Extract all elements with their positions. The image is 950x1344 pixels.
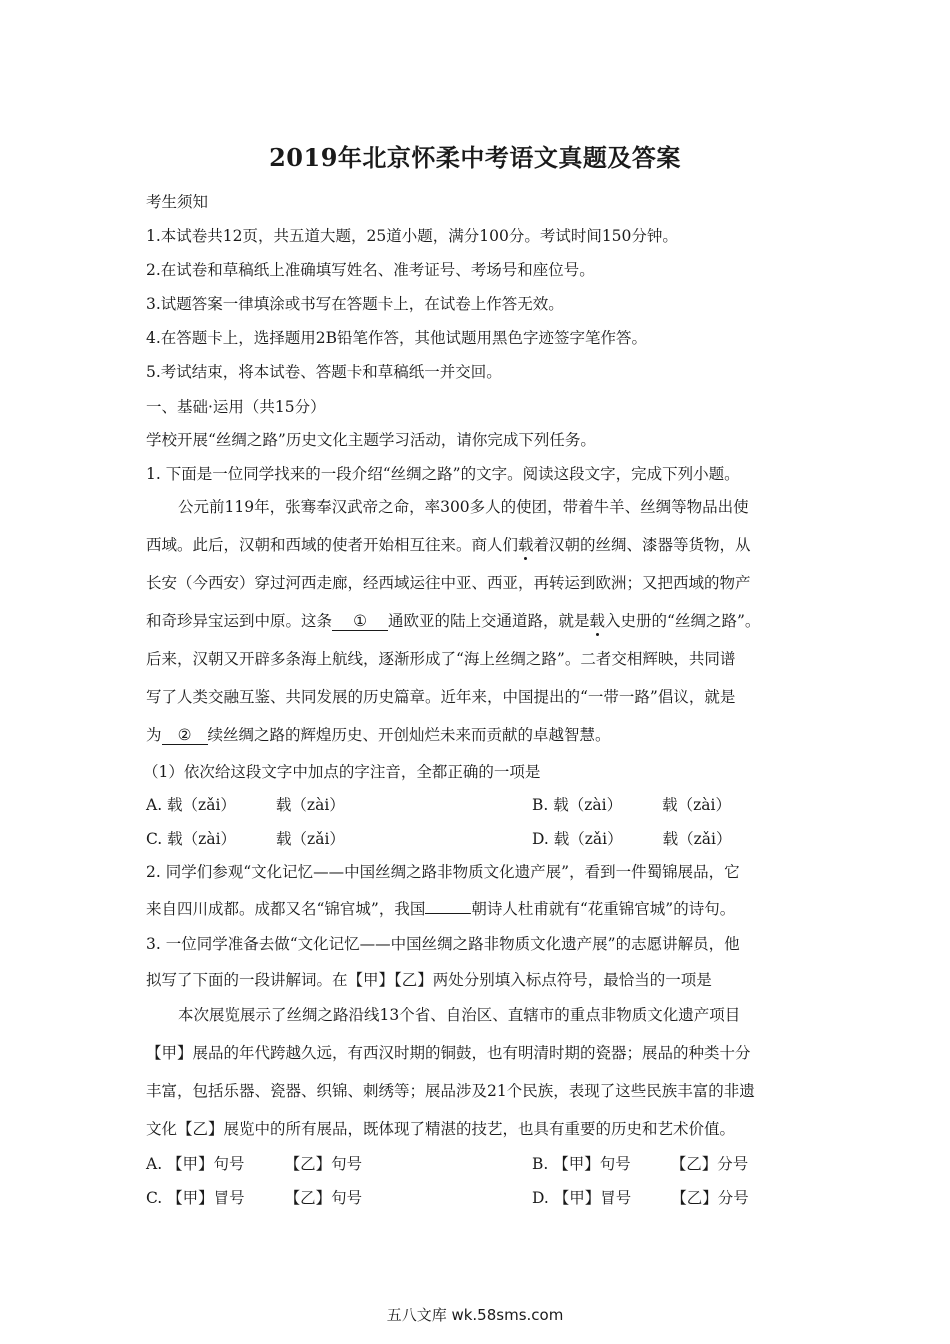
option-b: B. 【甲】句号 【乙】分号	[532, 1155, 749, 1173]
section-intro: 学校开展“丝绸之路”历史文化主题学习活动，请你完成下列任务。	[146, 431, 596, 449]
fill-blank-dynasty	[425, 913, 471, 914]
passage-line: 【甲】展品的年代跨越久远，有西汉时期的铜鼓，也有明清时期的瓷器；展品的种类十分	[146, 1044, 751, 1062]
dotted-char: 载	[518, 536, 534, 554]
notice-item: 5.考试结束，将本试卷、答题卡和草稿纸一并交回。	[146, 363, 502, 381]
notice-item: 2.在试卷和草稿纸上准确填写姓名、准考证号、考场号和座位号。	[146, 261, 595, 279]
notice-heading: 考生须知	[146, 193, 209, 211]
fill-blank-2: ②	[162, 726, 208, 745]
passage-line: 后来，汉朝又开辟多条海上航线，逐渐形成了“海上丝绸之路”。二者交相辉映，共同谱	[146, 650, 736, 668]
question-2-line: 来自四川成都。成都又名“锦官城”，我国 朝诗人杜甫就有“花重锦官城”的诗句。	[146, 900, 736, 918]
option-a: A. 载（zǎi） 载（zài）	[146, 796, 345, 814]
passage-line	[146, 535, 751, 555]
question-3-line: 3. 一位同学准备去做“文化记忆——中国丝绸之路非物质文化遗产展”的志愿讲解员，他	[146, 935, 740, 953]
section-heading: 一、基础·运用（共15分）	[146, 398, 326, 416]
option-b: B. 载（zài） 载（zài）	[532, 796, 731, 814]
passage-text: 和奇珍异宝运到中原。这条	[146, 612, 333, 630]
question-2-line: 2. 同学们参观“文化记忆——中国丝绸之路非物质文化遗产展”，看到一件蜀锦展品，它	[146, 863, 740, 881]
passage-line: 写了人类交融互鉴、共同发展的历史篇章。近年来，中国提出的“一带一路”倡议，就是	[146, 688, 736, 706]
passage-text: 西域。此后，汉朝和西域的使者开始相互往来。商人们	[146, 536, 519, 554]
footer-watermark: 五八文库 wk.58sms.com	[386, 1306, 564, 1324]
passage-text: 通欧亚的陆上交通道路，就是	[388, 612, 590, 630]
option-d: D. 载（zǎi） 载（zǎi）	[532, 830, 732, 848]
passage-line: 公元前119年，张骞奉汉武帝之命，率300多人的使团，带着牛羊、丝绸等物品出使	[178, 498, 749, 516]
option-c: C. 【甲】冒号 【乙】句号	[146, 1189, 363, 1207]
passage-text: 续丝绸之路的辉煌历史、开创灿烂未来而贡献的卓越智慧。	[207, 726, 611, 744]
question-3-line: 拟写了下面的一段讲解词。在【甲】【乙】两处分别填入标点符号，最恰当的一项是	[146, 971, 712, 989]
option-a: A. 【甲】句号 【乙】句号	[146, 1155, 363, 1173]
sub-question: （1）依次给这段文字中加点的字注音，全都正确的一项是	[143, 763, 541, 781]
option-c: C. 载（zài） 载（zǎi）	[146, 830, 345, 848]
notice-item: 3.试题答案一律填涂或书写在答题卡上，在试卷上作答无效。	[146, 295, 564, 313]
notice-item: 1.本试卷共12页，共五道大题，25道小题，满分100分。考试时间150分钟。	[146, 227, 678, 245]
dotted-char: 载	[589, 612, 606, 630]
passage-line: 长安（今西安）穿过河西走廊，经西域运往中亚、西亚，再转运到欧洲；又把西域的物产	[146, 574, 751, 592]
passage-line: 丰富，包括乐器、瓷器、织锦、刺绣等；展品涉及21个民族，表现了这些民族丰富的非遗	[146, 1082, 755, 1100]
fill-blank-1: ①	[332, 612, 388, 631]
passage-line: 文化【乙】展览中的所有展品，既体现了精湛的技艺，也具有重要的历史和艺术价值。	[146, 1120, 736, 1138]
passage-line	[146, 611, 760, 631]
option-d: D. 【甲】冒号 【乙】分号	[532, 1189, 749, 1207]
question-1-stem: 1. 下面是一位同学找来的一段介绍“丝绸之路”的文字。阅读这段文字，完成下列小题。	[146, 465, 740, 483]
passage-text: 入史册的“丝绸之路”。	[605, 612, 761, 630]
passage-line: 本次展览展示了丝绸之路沿线13个省、自治区、直辖市的重点非物质文化遗产项目	[178, 1006, 741, 1024]
passage-text: 为	[146, 726, 162, 744]
notice-item: 4.在答题卡上，选择题用2B铅笔作答，其他试题用黑色字迹签字笔作答。	[146, 329, 648, 347]
passage-text: 着汉朝的丝绸、漆器等货物，从	[533, 536, 751, 554]
passage-line	[146, 725, 611, 745]
page-title: 2019年北京怀柔中考语文真题及答案	[269, 143, 681, 172]
